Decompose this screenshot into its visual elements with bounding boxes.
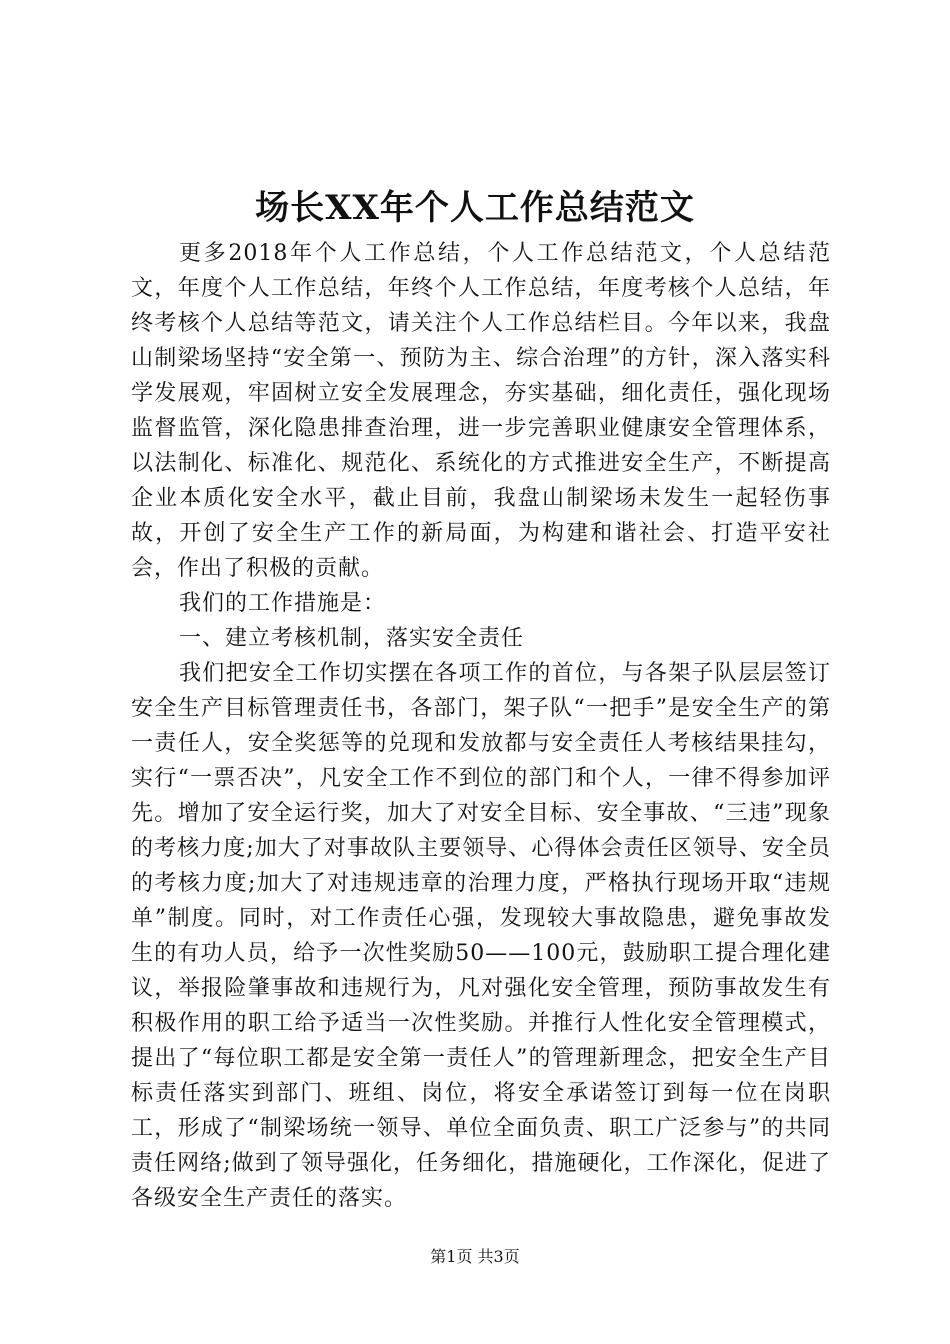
document-title: 场长XX年个人工作总结范文 bbox=[255, 188, 695, 228]
paragraph-measures-lead: 我们的工作措施是： bbox=[179, 591, 387, 616]
paragraph-intro: 更多2018年个人工作总结，个人工作总结范文，个人总结范文，年度个人工作总结，年终个人工作总结，年度考核个人总结，年终考核个人总结等范文，请关注个人工作总结栏目。今年以来，我盘山制梁场坚持“安全第一、预防为主、综合治理”的方针，深入落实科学发展观，牢固树立安全发展理念，夯实基础，细化责任，强化现场监督监管，深化隐患排查治理，进一步完善职业健康安全管理体系，以法制化、标准化、规范化、系统化的方式推进安全生产，不断提高企业本质化安全水平，截止目前，我盘山制梁场未发生一起轻伤事故，开创了安全生产工作的新局面，为构建和谐社会、打造平安社会，作出了积极的贡献。 bbox=[131, 241, 831, 581]
section-heading-1: 一、建立考核机制，落实安全责任 bbox=[179, 626, 525, 651]
document-body bbox=[131, 236, 831, 1216]
page-footer: 第1页 共3页 bbox=[430, 1247, 520, 1266]
paragraph-section-1: 我们把安全工作切实摆在各项工作的首位，与各架子队层层签订安全生产目标管理责任书，各部门，架子队“一把手”是安全生产的第一责任人，安全奖惩等的兑现和发放都与安全责任人考核结果挂勾，实行“一票否决”，凡安全工作不到位的部门和个人，一律不得参加评先。增加了安全运行奖，加大了对安全目标、安全事故、“三违”现象的考核力度;加大了对事故队主要领导、心得体会责任区领导、安全员的考核力度;加大了对违规违章的治理力度，严格执行现场开取“违规单”制度。同时，对工作责任心强，发现较大事故隐患，避免事故发生的有功人员，给予一次性奖励50——100元，鼓励职工提合理化建议，举报险肇事故和违规行为，凡对强化安全管理，预防事故发生有积极作用的职工给予适当一次性奖励。并推行人性化安全管理模式，提出了“每位职工都是安全第一责任人”的管理新理念，把安全生产目标责任落实到部门、班组、岗位，将安全承诺签订到每一位在岗职工，形成了“制梁场统一领导、单位全面负责、职工广泛参与”的共同责任网络;做到了领导强化，任务细化，措施硬化，工作深化，促进了各级安全生产责任的落实。 bbox=[131, 661, 831, 1211]
